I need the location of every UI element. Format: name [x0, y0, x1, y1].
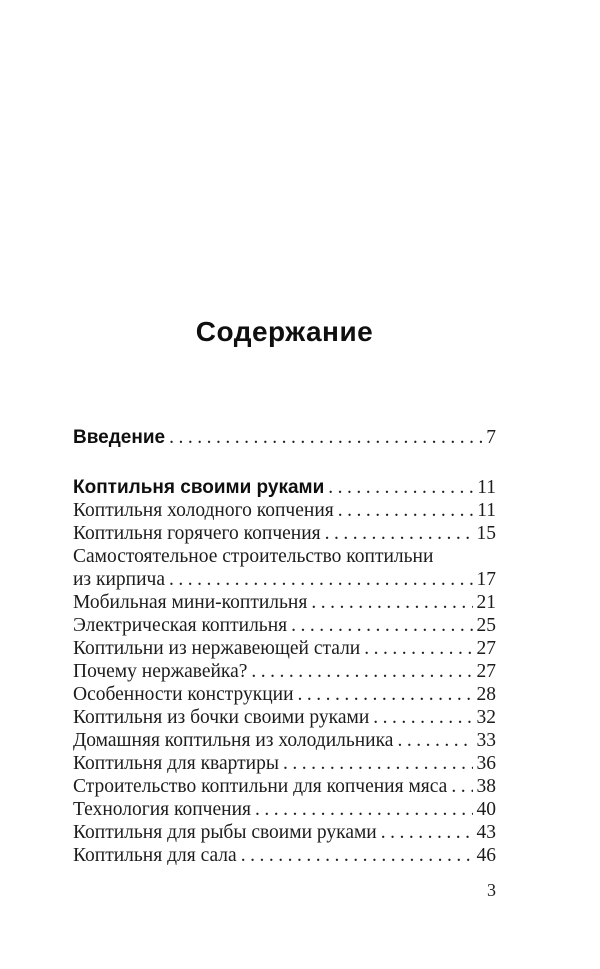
- page-title: Содержание: [195, 316, 374, 347]
- toc-entry-label: Домашняя коптильня из холодильника: [73, 730, 394, 751]
- toc-entry-label: Коптильни из нержавеющей стали: [73, 638, 361, 659]
- toc-entry-page: 21: [476, 592, 496, 613]
- dot-leader: [328, 476, 473, 499]
- toc-entry-label: Особенности конструкции: [73, 684, 294, 705]
- toc-section-gap: [73, 449, 496, 476]
- toc-entry: [73, 798, 496, 821]
- toc-entry-label: Введение: [73, 427, 166, 448]
- toc-entry-label: Строительство коптильни для копчения мяса: [73, 776, 448, 797]
- toc-entry: [73, 706, 496, 729]
- toc-entry: [73, 775, 496, 798]
- toc-entry-label: Самостоятельное строительство коптильни: [73, 546, 434, 567]
- dot-leader: [169, 426, 482, 449]
- dot-leader: [381, 821, 473, 844]
- dot-leader: [251, 660, 472, 683]
- toc-entry-page: 25: [476, 615, 496, 636]
- dot-leader: [169, 568, 472, 591]
- dot-leader: [255, 798, 473, 821]
- toc-entry-label: Коптильня горячего копчения: [73, 523, 321, 544]
- toc-entry: [73, 844, 496, 867]
- toc-entry: [73, 522, 496, 545]
- dot-leader: [241, 844, 473, 867]
- toc-entry-page: 11: [477, 477, 496, 498]
- toc-entry-page: 46: [476, 845, 496, 866]
- dot-leader: [338, 499, 474, 522]
- toc-entry-page: 36: [476, 753, 496, 774]
- toc-entry: [73, 568, 496, 591]
- toc-entry-label: Коптильня своими руками: [73, 477, 325, 498]
- toc-entry: [73, 476, 496, 499]
- toc-entry: [73, 821, 496, 844]
- dot-leader: [373, 706, 472, 729]
- toc-entry-label: из кирпича: [73, 569, 166, 590]
- toc-entry: [73, 426, 496, 449]
- toc-entry-label: Коптильня из бочки своими руками: [73, 707, 370, 728]
- dot-leader: [298, 683, 473, 706]
- toc-entry-page: 7: [486, 427, 496, 448]
- toc-entry-page: 11: [477, 500, 496, 521]
- toc-entry-page: 17: [476, 569, 496, 590]
- toc-entry-label: Коптильня для рыбы своими руками: [73, 822, 377, 843]
- toc-entry-page: 15: [476, 523, 496, 544]
- toc-entry: [73, 683, 496, 706]
- toc-entry-label: Коптильня для сала: [73, 845, 237, 866]
- dot-leader: [364, 637, 472, 660]
- dot-leader: [397, 729, 472, 752]
- dot-leader: [291, 614, 472, 637]
- toc-entry: [73, 591, 496, 614]
- toc-entry-label: Коптильня холодного копчения: [73, 500, 334, 521]
- toc-entry-label: Электрическая коптильня: [73, 615, 288, 636]
- toc-entry: [73, 545, 496, 568]
- dot-leader: [325, 522, 473, 545]
- toc-entry-page: 33: [476, 730, 496, 751]
- toc-entry-page: 43: [476, 822, 496, 843]
- toc-list: [73, 426, 496, 867]
- toc-entry: [73, 660, 496, 683]
- dot-leader: [451, 775, 472, 798]
- toc-entry-page: 27: [476, 661, 496, 682]
- toc-entry-page: 40: [476, 799, 496, 820]
- toc-entry: [73, 614, 496, 637]
- toc-entry-page: 28: [476, 684, 496, 705]
- toc-entry-label: Технология копчения: [73, 799, 251, 820]
- page-number: 3: [487, 880, 496, 900]
- toc-entry-page: 27: [476, 638, 496, 659]
- toc-entry-label: Коптильня для квартиры: [73, 753, 279, 774]
- toc-entry: [73, 729, 496, 752]
- toc-entry: [73, 752, 496, 775]
- toc-entry-page: 32: [476, 707, 496, 728]
- toc-entry: [73, 637, 496, 660]
- dot-leader: [283, 752, 473, 775]
- toc-entry-label: Мобильная мини-коптильня: [73, 592, 308, 613]
- toc-entry-label: Почему нержавейка?: [73, 661, 248, 682]
- toc-entry: [73, 499, 496, 522]
- dot-leader: [311, 591, 472, 614]
- toc-entry-page: 38: [476, 776, 496, 797]
